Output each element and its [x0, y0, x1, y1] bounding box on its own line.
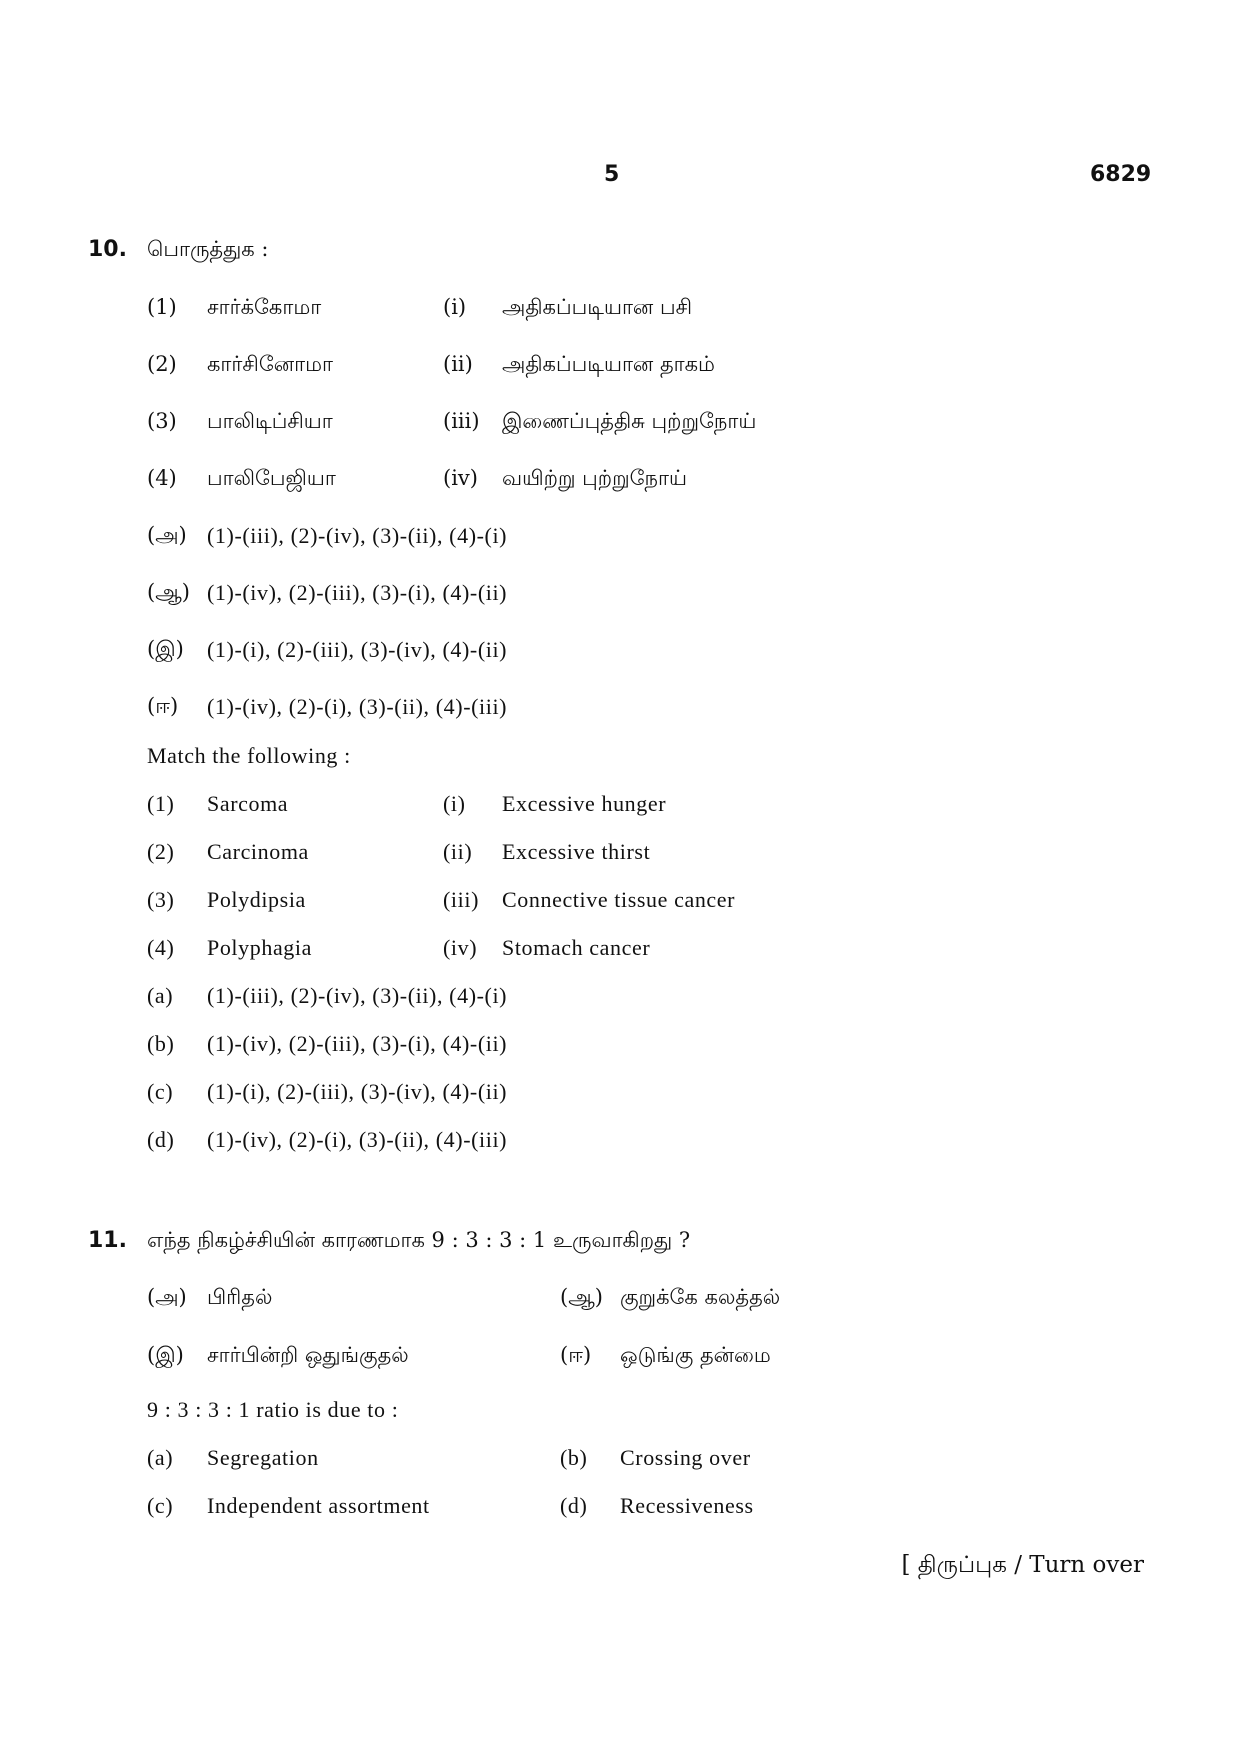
q10-tamil-pair-4-right: வயிற்று புற்றுநோய் — [502, 466, 688, 490]
q10-english-pair-3-right: Connective tissue cancer — [502, 887, 736, 912]
q11-tamil-option-2-label: (ஆ) — [560, 1285, 603, 1309]
q11-english-option-d-text: Recessiveness — [620, 1493, 754, 1518]
q11-english-option-b-label: (b) — [560, 1445, 588, 1470]
q10-english-pair-4-right: Stomach cancer — [502, 935, 651, 960]
q10-english-pair-3-rnum: (iii) — [443, 887, 479, 912]
q10-tamil-option-2-text: (1)-(iv), (2)-(iii), (3)-(i), (4)-(ii) — [207, 580, 508, 605]
question-10-number: 10. — [88, 237, 127, 262]
q11-english-option-c-text: Independent assortment — [207, 1493, 430, 1518]
page-number: 5 — [604, 162, 620, 187]
q10-tamil-pair-2-right: அதிகப்படியான தாகம் — [502, 352, 715, 376]
q10-english-option-a-text: (1)-(iii), (2)-(iv), (3)-(ii), (4)-(i) — [207, 983, 508, 1008]
q10-english-option-b-text: (1)-(iv), (2)-(iii), (3)-(i), (4)-(ii) — [207, 1031, 508, 1056]
q10-english-option-c-label: (c) — [147, 1079, 174, 1104]
q10-tamil-pair-4-left: பாலிபேஜியா — [207, 466, 336, 490]
q10-tamil-pair-2-num: (2) — [147, 352, 177, 376]
q10-tamil-pair-3-num: (3) — [147, 409, 177, 433]
q10-english-pair-4-rnum: (iv) — [443, 935, 478, 960]
q10-english-pair-1-left: Sarcoma — [207, 791, 289, 816]
q11-english-option-c-label: (c) — [147, 1493, 174, 1518]
q10-tamil-pair-1-left: சார்க்கோமா — [207, 295, 322, 319]
q10-tamil-option-4-label: (ஈ) — [147, 694, 179, 718]
q10-english-pair-2-left: Carcinoma — [207, 839, 309, 864]
q10-tamil-pair-3-left: பாலிடிப்சியா — [207, 409, 333, 433]
q11-tamil-option-3-label: (இ) — [147, 1343, 184, 1367]
question-10-tamil-prompt: பொருத்துக : — [147, 237, 269, 261]
q10-english-option-d-label: (d) — [147, 1127, 175, 1152]
q10-english-pair-1-rnum: (i) — [443, 791, 466, 816]
question-11-number: 11. — [88, 1228, 127, 1253]
q10-tamil-option-3-text: (1)-(i), (2)-(iii), (3)-(iv), (4)-(ii) — [207, 637, 508, 662]
q10-tamil-option-1-label: (அ) — [147, 523, 187, 547]
q10-english-pair-2-num: (2) — [147, 839, 175, 864]
question-10-english-prompt: Match the following : — [147, 743, 351, 768]
q10-tamil-pair-3-right: இணைப்புத்திசு புற்றுநோய் — [502, 409, 757, 433]
q10-english-option-a-label: (a) — [147, 983, 174, 1008]
q10-tamil-pair-2-left: கார்சினோமா — [207, 352, 333, 376]
q11-tamil-option-4-text: ஒடுங்கு தன்மை — [620, 1343, 771, 1367]
q10-tamil-option-1-text: (1)-(iii), (2)-(iv), (3)-(ii), (4)-(i) — [207, 523, 508, 548]
q11-tamil-option-2-text: குறுக்கே கலத்தல் — [620, 1285, 781, 1309]
q10-tamil-pair-2-rnum: (ii) — [443, 352, 473, 376]
q10-english-option-c-text: (1)-(i), (2)-(iii), (3)-(iv), (4)-(ii) — [207, 1079, 508, 1104]
q10-english-option-d-text: (1)-(iv), (2)-(i), (3)-(ii), (4)-(iii) — [207, 1127, 508, 1152]
q10-english-option-b-label: (b) — [147, 1031, 175, 1056]
paper-code: 6829 — [1090, 162, 1152, 187]
q10-tamil-option-2-label: (ஆ) — [147, 580, 190, 604]
q10-tamil-pair-1-right: அதிகப்படியான பசி — [502, 295, 693, 319]
q10-english-pair-3-left: Polydipsia — [207, 887, 306, 912]
q10-english-pair-2-rnum: (ii) — [443, 839, 473, 864]
q10-tamil-pair-1-rnum: (i) — [443, 295, 467, 319]
question-11-tamil-prompt: எந்த நிகழ்ச்சியின் காரணமாக 9 : 3 : 3 : 1 உருவாகிறது ? — [147, 1228, 691, 1252]
q11-english-option-b-text: Crossing over — [620, 1445, 751, 1470]
q10-tamil-pair-3-rnum: (iii) — [443, 409, 480, 433]
q10-english-pair-4-left: Polyphagia — [207, 935, 312, 960]
q10-english-pair-2-right: Excessive thirst — [502, 839, 651, 864]
q10-tamil-pair-1-num: (1) — [147, 295, 177, 319]
q11-tamil-option-1-label: (அ) — [147, 1285, 187, 1309]
q10-tamil-option-4-text: (1)-(iv), (2)-(i), (3)-(ii), (4)-(iii) — [207, 694, 508, 719]
q11-english-option-d-label: (d) — [560, 1493, 588, 1518]
turn-over-note: [ திருப்புக / Turn over — [901, 1552, 1144, 1578]
question-11-english-prompt: 9 : 3 : 3 : 1 ratio is due to : — [147, 1397, 399, 1422]
q11-tamil-option-4-label: (ஈ) — [560, 1343, 592, 1367]
q10-tamil-pair-4-rnum: (iv) — [443, 466, 478, 490]
q11-english-option-a-text: Segregation — [207, 1445, 319, 1470]
q10-tamil-option-3-label: (இ) — [147, 637, 184, 661]
q10-english-pair-4-num: (4) — [147, 935, 175, 960]
q11-english-option-a-label: (a) — [147, 1445, 174, 1470]
q10-english-pair-1-num: (1) — [147, 791, 175, 816]
q10-english-pair-1-right: Excessive hunger — [502, 791, 667, 816]
q10-english-pair-3-num: (3) — [147, 887, 175, 912]
q11-tamil-option-3-text: சார்பின்றி ஒதுங்குதல் — [207, 1343, 409, 1367]
q10-tamil-pair-4-num: (4) — [147, 466, 177, 490]
q11-tamil-option-1-text: பிரிதல் — [207, 1285, 273, 1309]
